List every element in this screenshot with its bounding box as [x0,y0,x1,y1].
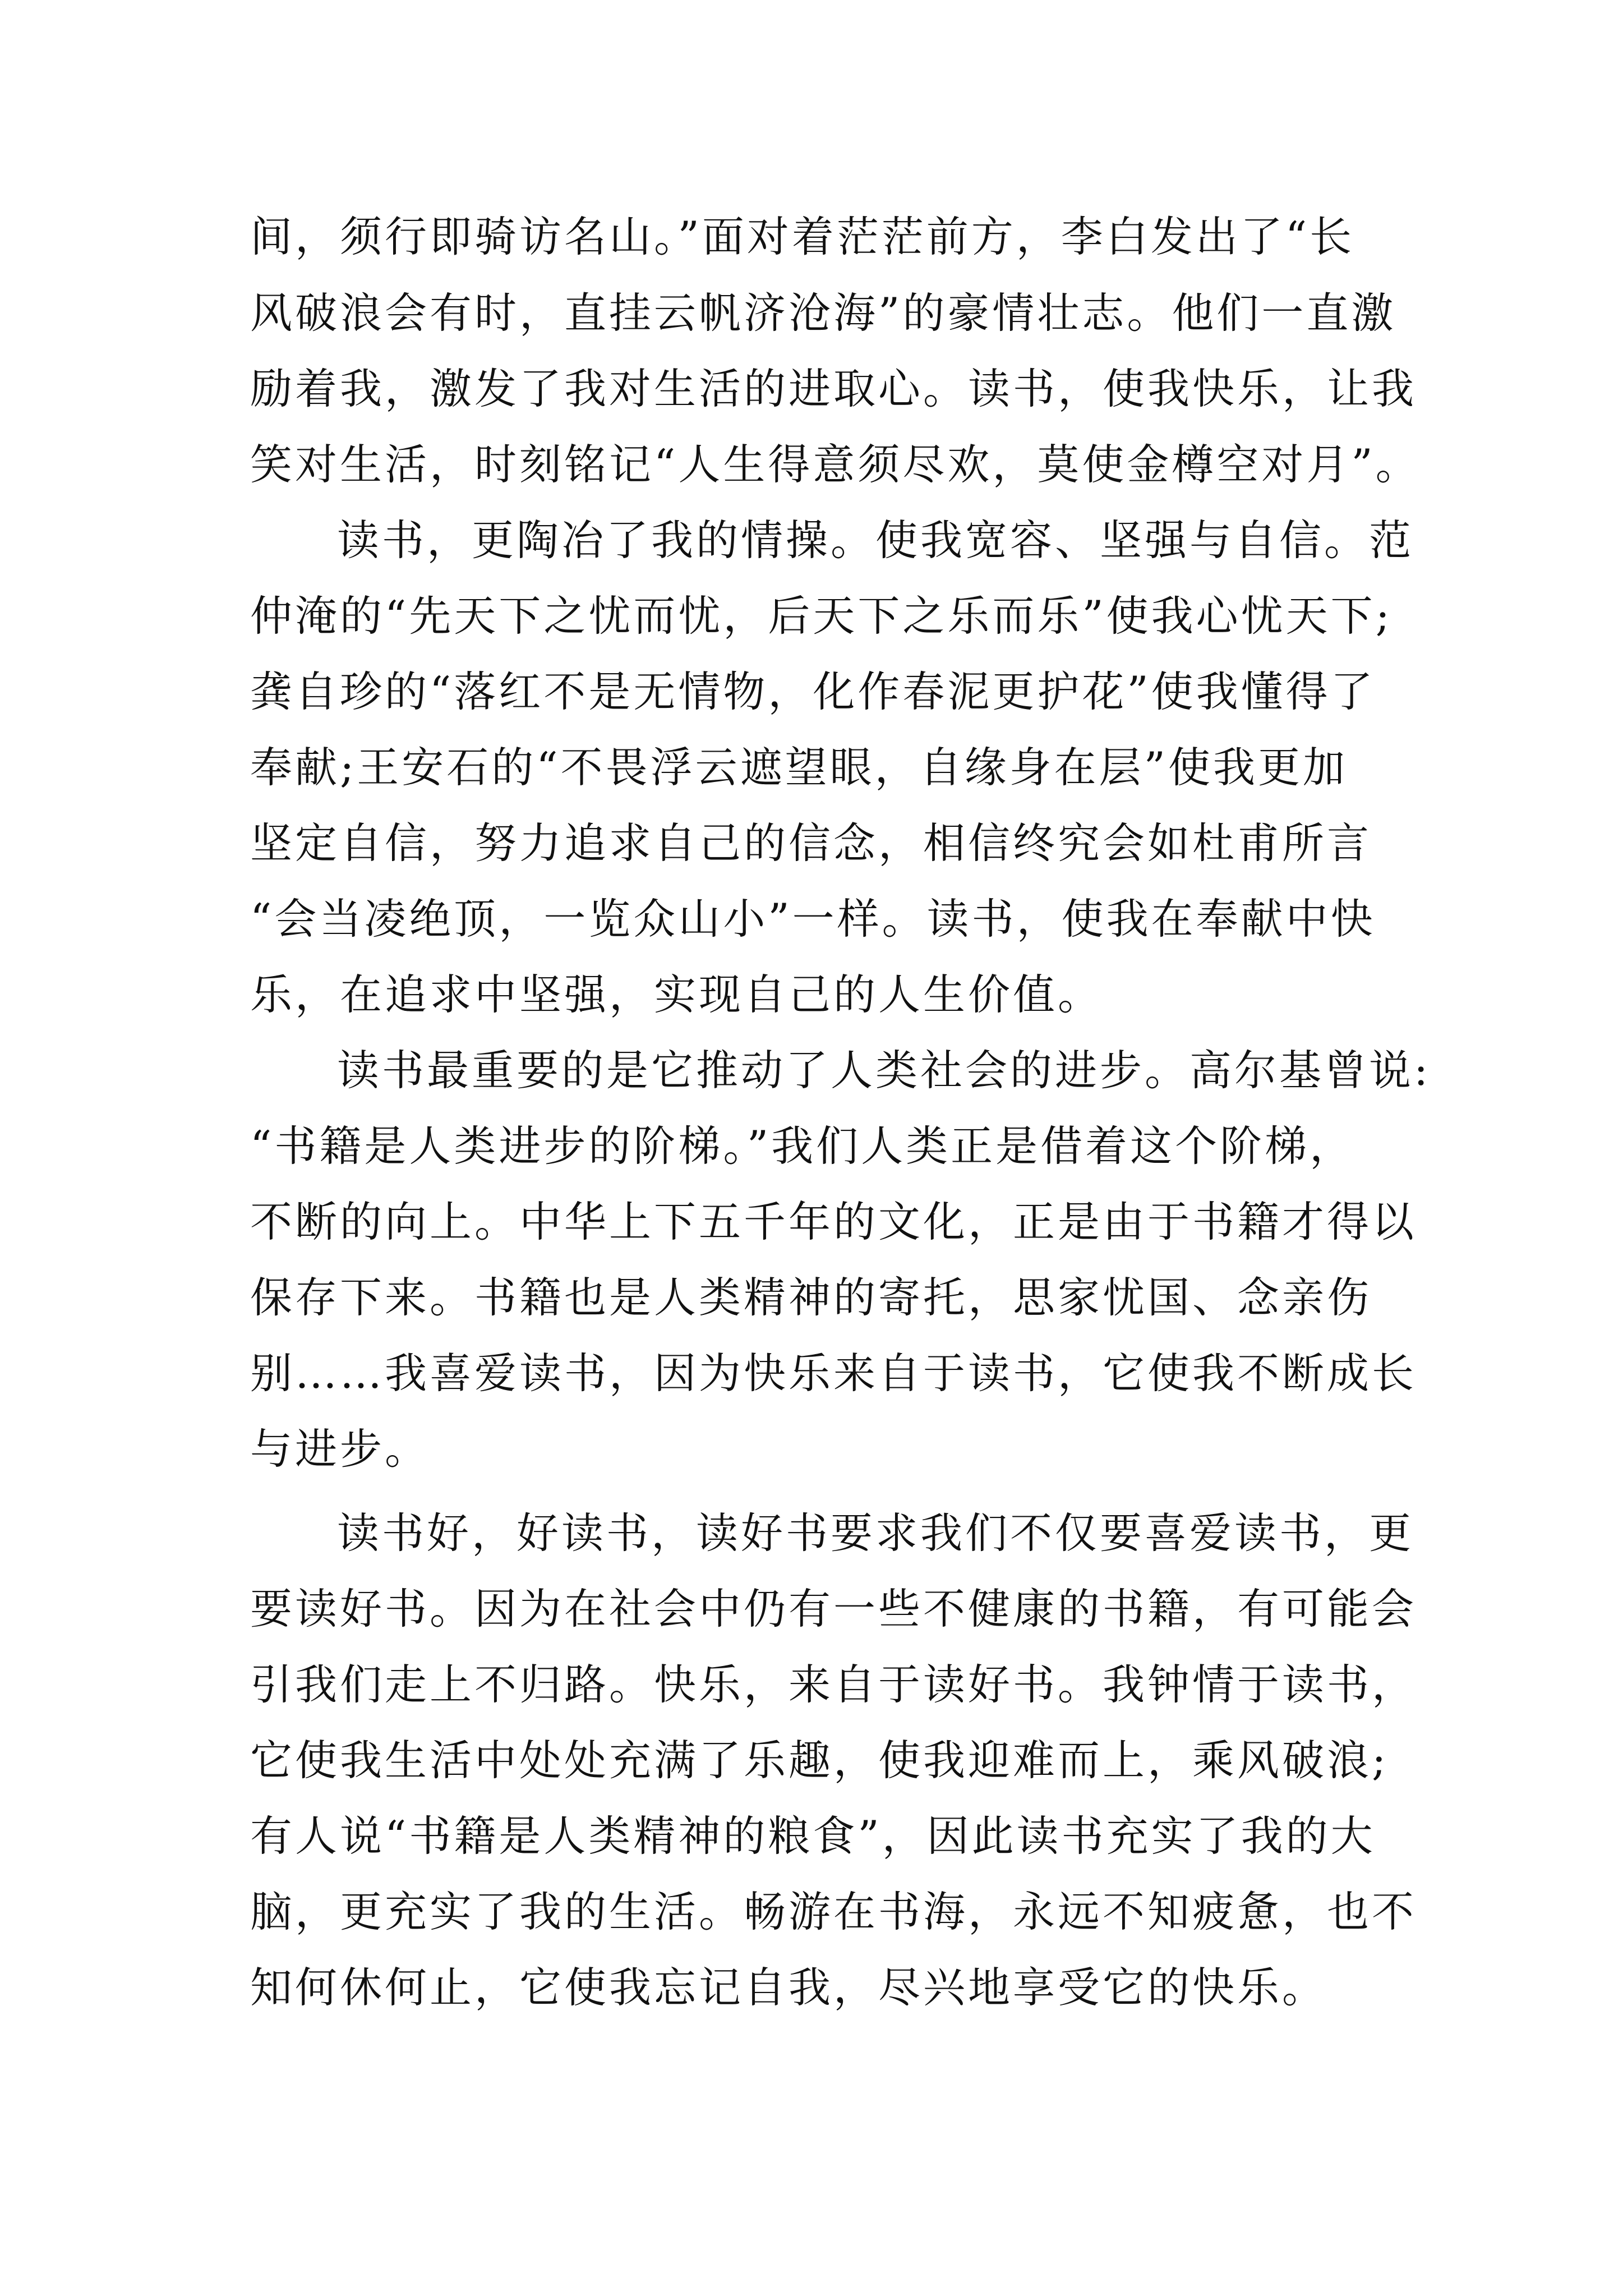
text-line: 坚定自信，努力追求自己的信念，相信终究会如杜甫所言 [250,818,1372,868]
text-line: 笑对生活，时刻铭记“人生得意须尽欢，莫使金樽空对月”。 [250,440,1421,489]
text-line: 脑，更充实了我的生活。畅游在书海，永远不知疲惫，也不 [250,1887,1417,1936]
text-line: 保存下来。书籍也是人类精神的寄托，思家忧国、念亲伤 [250,1273,1372,1322]
paragraph-first-line: 读书好，好读书，读好书要求我们不仅要喜爱读书，更 [337,1508,1414,1558]
paragraph-first-line: 读书最重要的是它推动了人类社会的进步。高尔基曾说: [337,1046,1431,1095]
text-line: 有人说“书籍是人类精神的粮食”，因此读书充实了我的大 [250,1811,1376,1861]
text-line: 它使我生活中处处充满了乐趣，使我迎难而上，乘风破浪; [250,1736,1389,1785]
paragraph-first-line: 读书，更陶冶了我的情操。使我宽容、坚强与自信。范 [337,516,1414,565]
text-line: 乐，在追求中坚强，实现自己的人生价值。 [250,970,1103,1019]
text-line: 奉献;王安石的“不畏浮云遮望眼，自缘身在层”使我更加 [250,743,1348,792]
text-line: 别……我喜爱读书，因为快乐来自于读书，它使我不断成长 [250,1349,1417,1398]
text-line: 仲淹的“先天下之忧而忧，后天下之乐而乐”使我心忧天下; [250,591,1393,641]
text-line: 要读好书。因为在社会中仍有一些不健康的书籍，有可能会 [250,1584,1417,1634]
text-line: “会当凌绝顶，一览众山小”一样。读书，使我在奉献中快 [250,894,1376,944]
text-line: 与进步。 [250,1424,430,1474]
text-line: 励着我，激发了我对生活的进取心。读书，使我快乐，让我 [250,364,1417,413]
text-line: “书籍是人类进步的阶梯。”我们人类正是借着这个阶梯， [250,1121,1355,1171]
text-line: 不断的向上。中华上下五千年的文化，正是由于书籍才得以 [250,1197,1417,1246]
text-line: 引我们走上不归路。快乐，来自于读好书。我钟情于读书， [250,1660,1417,1709]
text-line: 间，须行即骑访名山。”面对着茫茫前方，李白发出了“长 [250,212,1355,261]
text-line: 知何休何止，它使我忘记自我，尽兴地享受它的快乐。 [250,1963,1327,2012]
text-line: 风破浪会有时，直挂云帆济沧海”的豪情壮志。他们一直激 [250,288,1396,338]
text-line: 龚自珍的“落红不是无情物，化作春泥更护花”使我懂得了 [250,667,1376,716]
